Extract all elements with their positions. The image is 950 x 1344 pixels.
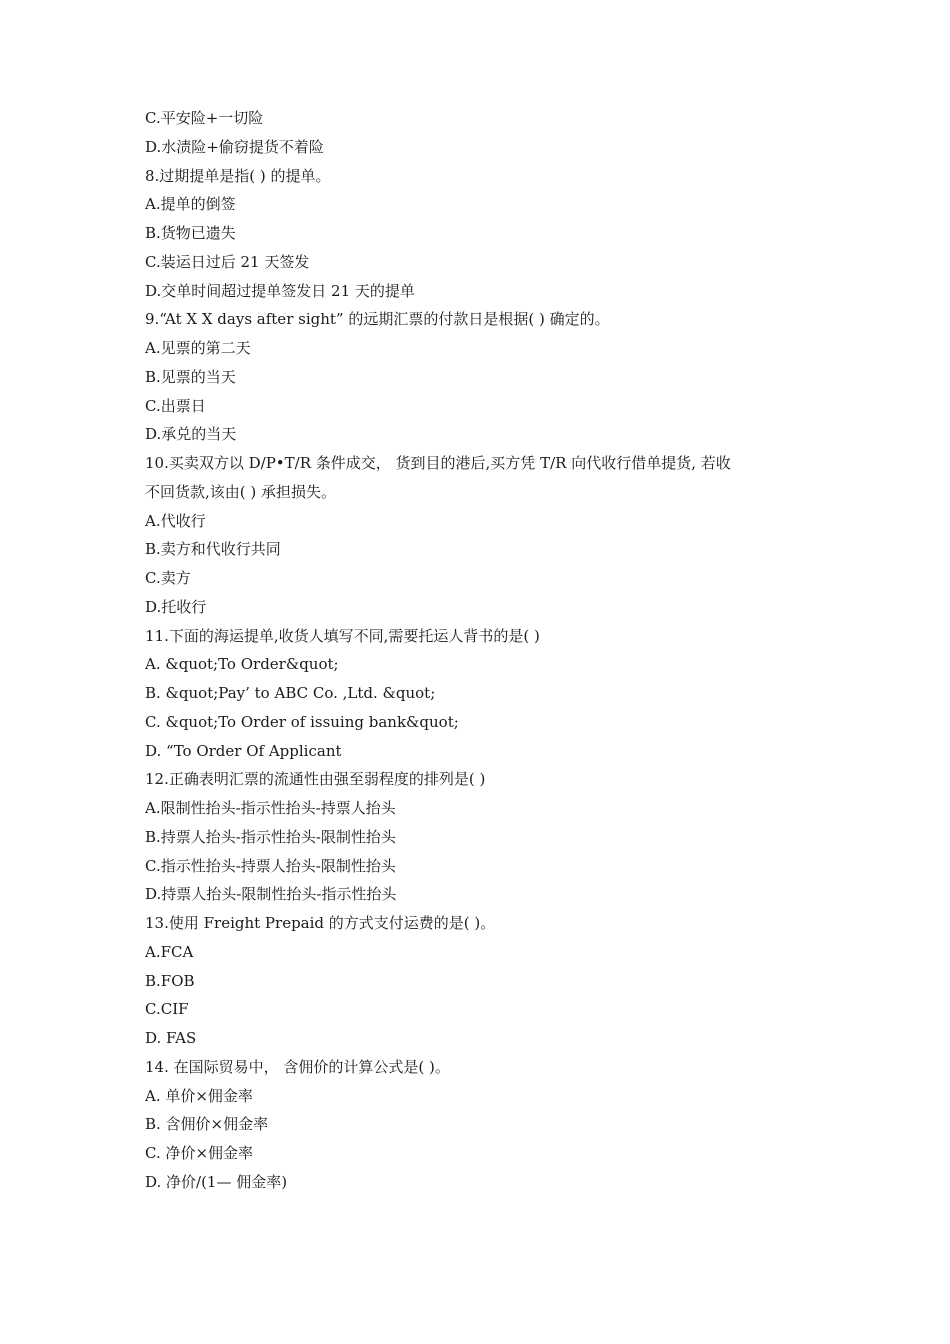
option-11c: C. &quot;To Order of issuing bank&quot; xyxy=(145,712,459,731)
option-11b: B. &quot;Pay’ to ABC Co. ,Ltd. &quot; xyxy=(145,684,436,702)
option-13a: A.FCA xyxy=(145,942,194,961)
question-12: 12.正确表明汇票的流通性由强至弱程度的排列是( ) xyxy=(145,770,486,789)
option-9a: A.见票的第二天 xyxy=(145,339,251,357)
option-10d: D.托收行 xyxy=(145,597,207,616)
option-12b: B.持票人抬头-指示性抬头-限制性抬头 xyxy=(145,827,396,846)
option-13c: C.CIF xyxy=(145,1000,189,1019)
option-9b: B.见票的当天 xyxy=(145,367,236,386)
option-7d: D.水渍险+偷窃提货不着险 xyxy=(145,137,324,156)
option-12d: D.持票人抬头-限制性抬头-指示性抬头 xyxy=(145,885,397,904)
option-8c: C.装运日过后 21 天签发 xyxy=(145,252,310,271)
option-12c: C.指示性抬头-持票人抬头-限制性抬头 xyxy=(145,856,396,875)
option-10c: C.卖方 xyxy=(145,569,191,587)
question-13: 13.使用 Freight Prepaid 的方式支付运费的是( )。 xyxy=(145,914,496,932)
question-9: 9.“At X X days after sight” 的远期汇票的付款日是根据( ) 确定的。 xyxy=(145,310,610,329)
option-12a: A.限制性抬头-指示性抬头-持票人抬头 xyxy=(145,799,396,817)
option-8a: A.提单的倒签 xyxy=(145,195,236,214)
option-14a: A. 单价×佣金率 xyxy=(145,1086,253,1105)
option-14c: C. 净价×佣金率 xyxy=(145,1144,254,1162)
question-10-line-2: 不回货款,该由( ) 承担损失。 xyxy=(145,482,337,501)
question-8: 8.过期提单是指( ) 的提单。 xyxy=(145,166,331,185)
option-14b: B. 含佣价×佣金率 xyxy=(145,1115,269,1134)
option-7c: C.平安险+一切险 xyxy=(145,109,264,127)
option-10a: A.代收行 xyxy=(145,511,206,530)
option-14d: D. 净价/(1— 佣金率) xyxy=(145,1172,288,1191)
question-11: 11.下面的海运提单,收货人填写不同,需要托运人背书的是( ) xyxy=(145,626,540,645)
option-10b: B.卖方和代收行共同 xyxy=(145,540,281,559)
option-11a: A. &quot;To Order&quot; xyxy=(145,655,339,674)
option-13b: B.FOB xyxy=(145,971,195,990)
option-11d: D. “To Order Of Applicant xyxy=(145,741,342,760)
question-14: 14. 在国际贸易中， 含佣价的计算公式是( )。 xyxy=(145,1057,450,1076)
option-9d: D.承兑的当天 xyxy=(145,425,237,444)
option-8d: D.交单时间超过提单签发日 21 天的提单 xyxy=(145,281,415,300)
document-page xyxy=(145,104,825,1197)
option-13d: D. FAS xyxy=(145,1029,197,1047)
option-9c: C.出票日 xyxy=(145,396,206,415)
option-8b: B.货物已遗失 xyxy=(145,224,236,242)
question-10-line-1: 10.买卖双方以 D/P•T/R 条件成交， 货到目的港后,买方凭 T/R 向代收行借单提货, 若收 xyxy=(145,454,731,472)
